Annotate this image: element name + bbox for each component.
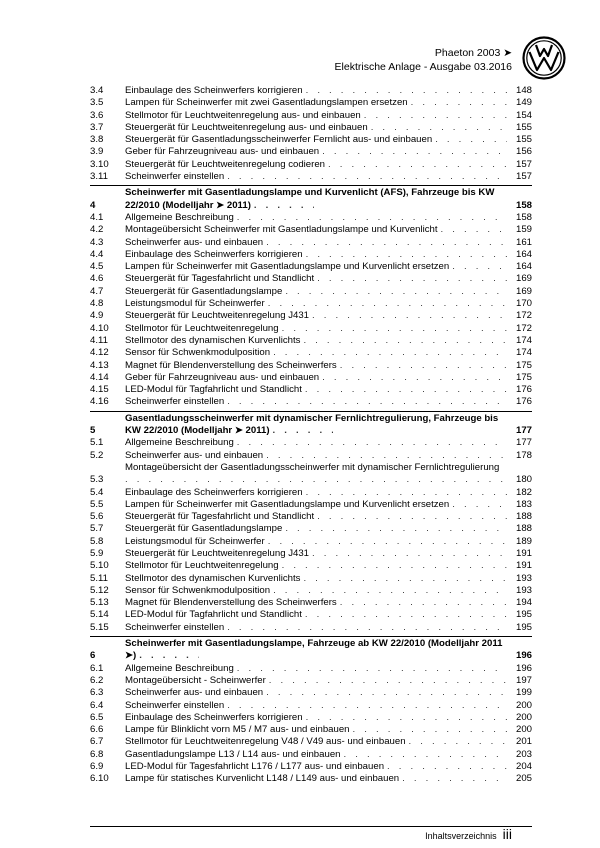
dot-leader xyxy=(254,200,314,212)
toc-entry-title: Steuergerät für Leuchtweitenregelung J431 xyxy=(125,547,310,559)
toc-entry-title: Einbaulage des Scheinwerfers korrigieren xyxy=(125,711,303,723)
toc-entry-title: Allgemeine Beschreibung xyxy=(125,211,234,223)
dot-leader xyxy=(312,310,507,322)
toc-entry[interactable] xyxy=(90,712,532,724)
toc-entry[interactable] xyxy=(90,110,532,122)
toc-entry[interactable] xyxy=(90,298,532,310)
toc-entry-number: 4.2 xyxy=(90,224,104,236)
toc-entry[interactable] xyxy=(90,360,532,372)
toc-entry[interactable] xyxy=(90,573,532,585)
toc-entry-page: 170 xyxy=(515,298,532,310)
toc-entry-title: Steuergerät für Leuchtweitenregelung aus- und einbauen xyxy=(125,121,368,133)
toc-entry-number: 5.9 xyxy=(90,547,104,559)
dot-leader xyxy=(303,573,507,585)
toc-entry-number: 6.5 xyxy=(90,711,104,723)
dot-leader xyxy=(402,773,507,785)
toc-entry-page: 188 xyxy=(515,523,532,535)
dot-leader xyxy=(409,736,507,748)
toc-entry-number: 4.5 xyxy=(90,261,104,273)
toc-entry-title: Lampen für Scheinwerfer mit Gasentladungslampe und Kurvenlicht ersetzen xyxy=(125,498,450,510)
toc-entry-number: 6.7 xyxy=(90,736,104,748)
toc-entry-page: 200 xyxy=(515,724,532,736)
toc-entry-page: 154 xyxy=(515,109,532,121)
dot-leader xyxy=(312,548,507,560)
toc-entry-title: Steuergerät für Gasentladungsscheinwerfer Fernlicht aus- und einbauen xyxy=(125,134,433,146)
toc-entry[interactable] xyxy=(90,286,532,298)
toc-entry-title: Stellmotor des dynamischen Kurvenlichts xyxy=(125,572,301,584)
toc-entry-number: 5.8 xyxy=(90,535,104,547)
toc-entry-page: 196 xyxy=(515,650,532,662)
toc-entry-page: 182 xyxy=(515,486,532,498)
toc-entry-page: 183 xyxy=(515,498,532,510)
toc-entry-number: 5.7 xyxy=(90,523,104,535)
toc-entry-page: 176 xyxy=(515,396,532,408)
toc-entry-title: Lampen für Scheinwerfer mit Gasentladungslampe und Kurvenlicht ersetzen xyxy=(125,261,450,273)
toc-entry-title: Stellmotor des dynamischen Kurvenlichts xyxy=(125,334,301,346)
toc-entry[interactable] xyxy=(90,560,532,572)
toc-entry[interactable] xyxy=(90,536,532,548)
toc-entry-page: 194 xyxy=(515,597,532,609)
toc-entry-page: 174 xyxy=(515,334,532,346)
toc-entry-number: 4.10 xyxy=(90,322,109,334)
toc-entry-page: 172 xyxy=(515,322,532,334)
toc-entry-page: 161 xyxy=(515,236,532,248)
toc-entry-number: 5.14 xyxy=(90,609,109,621)
dot-leader xyxy=(266,237,507,249)
toc-entry-title: Scheinwerfer mit Gasentladungslampe und Kurvenlicht (AFS), Fahrzeuge bis KW 22/2010 (Modelljahr ➤ 2011) xyxy=(125,187,495,211)
toc-entry-number: 4 xyxy=(90,199,96,211)
toc-entry-title: Einbaulage des Scheinwerfers korrigieren xyxy=(125,248,303,260)
toc-entry-number: 4.12 xyxy=(90,347,109,359)
toc-entry[interactable] xyxy=(90,523,532,535)
dot-leader xyxy=(273,347,507,359)
toc-entry-page: 191 xyxy=(515,560,532,572)
toc-entry-number: 4.4 xyxy=(90,248,104,260)
toc-entry[interactable] xyxy=(90,736,532,748)
toc-entry-page: 175 xyxy=(515,371,532,383)
toc-entry[interactable] xyxy=(90,347,532,359)
toc-entry-title: Scheinwerfer einstellen xyxy=(125,699,225,711)
toc-entry-title: Montageübersicht Scheinwerfer mit Gasentladungslampe und Kurvenlicht xyxy=(125,224,438,236)
toc-chapter-entry[interactable] xyxy=(90,411,532,438)
toc-entry-page: 200 xyxy=(515,711,532,723)
toc-entry-page: 180 xyxy=(515,474,532,486)
toc-entry[interactable] xyxy=(90,134,532,146)
toc-entry[interactable] xyxy=(90,171,532,183)
toc-entry-page: 148 xyxy=(515,85,532,96)
toc-entry-title: Scheinwerfer aus- und einbauen xyxy=(125,687,264,699)
toc-entry[interactable] xyxy=(90,622,532,634)
toc-entry[interactable] xyxy=(90,122,532,134)
toc-entry-page: 195 xyxy=(515,621,532,633)
toc-entry[interactable] xyxy=(90,700,532,712)
toc-entry-number: 5.13 xyxy=(90,597,109,609)
toc-entry-title: Lampe für Blinklicht vorn M5 / M7 aus- und einbauen xyxy=(125,724,350,736)
toc-entry[interactable] xyxy=(90,773,532,785)
toc-entry-number: 5.1 xyxy=(90,437,104,449)
dot-leader xyxy=(452,261,507,273)
toc-entry[interactable] xyxy=(90,97,532,109)
toc-entry[interactable] xyxy=(90,511,532,523)
toc-entry-title: LED-Modul für Tagesfahrlicht L176 / L177 aus- und einbauen xyxy=(125,761,385,773)
toc-entry[interactable] xyxy=(90,237,532,249)
toc-entry-title: Magnet für Blendenverstellung des Scheinwerfers xyxy=(125,359,337,371)
toc-entry-number: 6.9 xyxy=(90,761,104,773)
toc-entry-title: Scheinwerfer mit Gasentladungslampe, Fahrzeuge ab KW 22/2010 (Modelljahr 2011 ➤) xyxy=(125,638,503,662)
toc-entry[interactable] xyxy=(90,273,532,285)
toc-entry-number: 5.3 xyxy=(90,474,104,486)
toc-entry-title: Steuergerät für Gasentladungslampe xyxy=(125,285,283,297)
toc-entry-title: Gasentladungsscheinwerfer mit dynamischer Fernlichtregulierung, Fahrzeuge bis KW 22/2010 (Modelljahr ➤ 2011) xyxy=(125,412,499,437)
header-model: Phaeton 2003 ➤ xyxy=(434,47,512,59)
toc-entry[interactable] xyxy=(90,663,532,675)
toc-entry-number: 5.2 xyxy=(90,449,104,461)
table-of-contents xyxy=(90,85,532,786)
toc-entry-title: Geber für Fahrzeugniveau aus- und einbauen xyxy=(125,146,320,158)
toc-entry-number: 4.11 xyxy=(90,334,108,346)
toc-entry[interactable] xyxy=(90,249,532,261)
header-edition: Elektrische Anlage - Ausgabe 03.2016 xyxy=(334,61,512,73)
dot-leader xyxy=(303,335,507,347)
toc-entry-number: 4.14 xyxy=(90,371,109,383)
toc-entry-page: 177 xyxy=(515,425,532,437)
toc-entry-page: 191 xyxy=(515,547,532,559)
toc-entry-title: Steuergerät für Tagesfahrlicht und Standlicht xyxy=(125,511,315,523)
toc-entry-page: 158 xyxy=(515,199,532,211)
toc-entry-number: 4.3 xyxy=(90,236,104,248)
toc-entry[interactable] xyxy=(90,159,532,171)
toc-entry-number: 4.13 xyxy=(90,359,109,371)
dot-leader xyxy=(306,487,507,499)
toc-entry-number: 6.2 xyxy=(90,674,104,686)
toc-entry-title: Montageübersicht - Scheinwerfer xyxy=(125,674,266,686)
toc-entry-page: 172 xyxy=(515,310,532,322)
dot-leader xyxy=(306,712,507,724)
toc-entry-page: 169 xyxy=(515,285,532,297)
dot-leader xyxy=(282,323,507,335)
toc-entry[interactable] xyxy=(90,548,532,560)
toc-entry-title: Scheinwerfer einstellen xyxy=(125,171,225,183)
vw-logo-icon xyxy=(522,36,566,80)
dot-leader xyxy=(237,212,507,224)
toc-entry-page: 195 xyxy=(515,609,532,621)
toc-entry-number: 3.4 xyxy=(90,85,104,96)
toc-entry[interactable] xyxy=(90,396,532,408)
toc-entry-number: 5.10 xyxy=(90,560,109,572)
toc-entry-number: 4.7 xyxy=(90,285,104,297)
dot-leader xyxy=(282,560,507,572)
toc-entry-title: LED-Modul für Tagfahrlicht und Standlicht xyxy=(125,609,302,621)
dot-leader xyxy=(306,85,507,97)
dot-leader xyxy=(322,372,507,384)
toc-entry-number: 6.6 xyxy=(90,724,104,736)
toc-entry-page: 157 xyxy=(515,171,532,183)
dot-leader xyxy=(227,622,507,634)
dot-leader xyxy=(435,134,507,146)
dot-leader xyxy=(328,159,507,171)
toc-entry-number: 6.3 xyxy=(90,687,104,699)
dot-leader xyxy=(273,425,333,437)
toc-entry-page: 164 xyxy=(515,248,532,260)
dot-leader xyxy=(317,511,507,523)
toc-entry-title: Magnet für Blendenverstellung des Scheinwerfers xyxy=(125,597,337,609)
dot-leader xyxy=(268,298,507,310)
toc-entry-page: 164 xyxy=(515,261,532,273)
toc-entry-number: 5.4 xyxy=(90,486,104,498)
toc-entry-number: 3.10 xyxy=(90,158,109,170)
dot-leader xyxy=(305,609,507,621)
toc-entry-number: 5 xyxy=(90,425,96,437)
toc-entry-number: 4.6 xyxy=(90,273,104,285)
toc-entry-number: 4.9 xyxy=(90,310,104,322)
toc-entry-number: 5.5 xyxy=(90,498,104,510)
toc-entry-page: 156 xyxy=(515,146,532,158)
toc-entry-page: 149 xyxy=(515,97,532,109)
dot-leader xyxy=(306,249,507,261)
dot-leader xyxy=(273,585,507,597)
toc-entry-title: Allgemeine Beschreibung xyxy=(125,437,234,449)
dot-leader xyxy=(322,146,507,158)
dot-leader xyxy=(364,110,507,122)
toc-entry-number: 6.1 xyxy=(90,662,104,674)
dot-leader xyxy=(452,499,507,511)
toc-entry-number: 3.6 xyxy=(90,109,104,121)
page-number: iii xyxy=(502,826,512,842)
toc-entry-page: 205 xyxy=(515,773,532,785)
dot-leader xyxy=(266,450,507,462)
toc-entry-title: Leistungsmodul für Scheinwerfer xyxy=(125,298,265,310)
toc-entry-title: Gasentladungslampe L13 / L14 aus- und einbauen xyxy=(125,748,341,760)
toc-entry-number: 4.15 xyxy=(90,384,109,396)
toc-entry[interactable] xyxy=(90,310,532,322)
dot-leader xyxy=(125,474,505,486)
dot-leader xyxy=(227,171,507,183)
dot-leader xyxy=(371,122,507,134)
dot-leader xyxy=(237,437,507,449)
document-header xyxy=(335,46,512,74)
toc-entry-title: Leistungsmodul für Scheinwerfer xyxy=(125,535,265,547)
toc-entry[interactable] xyxy=(90,675,532,687)
dot-leader xyxy=(317,273,507,285)
toc-entry-number: 5.15 xyxy=(90,621,109,633)
toc-entry-title: Montageübersicht der Gasentladungsscheinwerfer mit dynamischer Fernlichtregulierung xyxy=(125,461,500,473)
toc-entry-number: 4.8 xyxy=(90,298,104,310)
toc-entry-page: 176 xyxy=(515,384,532,396)
toc-entry-page: 203 xyxy=(515,748,532,760)
toc-entry-title: Lampe für statisches Kurvenlicht L148 / L149 aus- und einbauen xyxy=(125,773,400,785)
footer-label: Inhaltsverzeichnis xyxy=(425,831,497,841)
toc-entry-number: 3.9 xyxy=(90,146,104,158)
toc-chapter-entry[interactable] xyxy=(90,636,532,663)
toc-entry-title: Geber für Fahrzeugniveau aus- und einbauen xyxy=(125,371,320,383)
toc-entry-title: Scheinwerfer einstellen xyxy=(125,396,225,408)
dot-leader xyxy=(266,687,507,699)
dot-leader xyxy=(227,700,507,712)
toc-entry-number: 3.7 xyxy=(90,121,104,133)
toc-entry-page: 201 xyxy=(515,736,532,748)
toc-entry-number: 5.11 xyxy=(90,572,108,584)
toc-entry-page: 155 xyxy=(515,134,532,146)
toc-entry-number: 3.8 xyxy=(90,134,104,146)
toc-entry[interactable] xyxy=(90,224,532,236)
toc-entry-page: 169 xyxy=(515,273,532,285)
dot-leader xyxy=(285,286,507,298)
toc-entry-title: Stellmotor für Leuchtweitenregelung xyxy=(125,560,279,572)
toc-entry-page: 200 xyxy=(515,699,532,711)
toc-entry-title: Steuergerät für Gasentladungslampe xyxy=(125,523,283,535)
dot-leader xyxy=(268,536,507,548)
toc-entry[interactable] xyxy=(90,609,532,621)
toc-entry-page: 157 xyxy=(515,158,532,170)
toc-entry-number: 6 xyxy=(90,650,96,662)
toc-entry[interactable] xyxy=(90,450,532,462)
toc-entry[interactable] xyxy=(90,437,532,449)
toc-entry-number: 6.4 xyxy=(90,699,104,711)
toc-entry-title: Einbaulage des Scheinwerfers korrigieren xyxy=(125,486,303,498)
dot-leader xyxy=(285,523,507,535)
toc-entry[interactable] xyxy=(90,212,532,224)
toc-entry-page: 199 xyxy=(515,687,532,699)
toc-entry-page: 197 xyxy=(515,674,532,686)
toc-entry-title: Sensor für Schwenkmodulposition xyxy=(125,584,271,596)
toc-entry[interactable] xyxy=(90,749,532,761)
toc-entry-title: Einbaulage des Scheinwerfers korrigieren xyxy=(125,85,303,96)
dot-leader xyxy=(139,650,199,662)
toc-entry[interactable] xyxy=(90,724,532,736)
toc-entry-number: 3.5 xyxy=(90,97,104,109)
toc-entry-title: Scheinwerfer einstellen xyxy=(125,621,225,633)
toc-entry-title: Steuergerät für Tagesfahrlicht und Standlicht xyxy=(125,273,315,285)
dot-leader xyxy=(340,597,507,609)
dot-leader xyxy=(353,724,507,736)
toc-entry-title: Scheinwerfer aus- und einbauen xyxy=(125,449,264,461)
toc-entry-page: 188 xyxy=(515,511,532,523)
toc-entry-title: Allgemeine Beschreibung xyxy=(125,662,234,674)
dot-leader xyxy=(305,384,507,396)
toc-entry-page: 178 xyxy=(515,449,532,461)
toc-entry-title: Steuergerät für Leuchtweitenregelung J431 xyxy=(125,310,310,322)
toc-entry-number: 4.16 xyxy=(90,396,109,408)
dot-leader xyxy=(237,663,507,675)
page-footer xyxy=(425,826,512,842)
toc-entry-number: 4.1 xyxy=(90,211,104,223)
toc-entry-title: Steuergerät für Leuchtweitenregelung codieren xyxy=(125,158,326,170)
toc-entry[interactable] xyxy=(90,85,532,97)
toc-entry-title: Stellmotor für Leuchtweitenregelung xyxy=(125,322,279,334)
toc-chapter-entry[interactable] xyxy=(90,185,532,212)
toc-entry-number: 6.10 xyxy=(90,773,109,785)
toc-entry-title: Lampen für Scheinwerfer mit zwei Gasentladungslampen ersetzen xyxy=(125,97,408,109)
toc-entry[interactable] xyxy=(90,761,532,773)
toc-entry[interactable] xyxy=(90,261,532,273)
dot-leader xyxy=(411,97,507,109)
toc-entry-page: 177 xyxy=(515,437,532,449)
toc-entry-title: Stellmotor für Leuchtweitenregelung aus- und einbauen xyxy=(125,109,361,121)
toc-entry[interactable] xyxy=(90,384,532,396)
toc-entry-number: 6.8 xyxy=(90,748,104,760)
toc-entry[interactable] xyxy=(90,462,532,487)
dot-leader xyxy=(441,224,508,236)
dot-leader xyxy=(340,360,507,372)
dot-leader xyxy=(344,749,508,761)
toc-entry[interactable] xyxy=(90,146,532,158)
toc-entry-page: 158 xyxy=(515,211,532,223)
toc-entry-page: 174 xyxy=(515,347,532,359)
toc-entry-page: 193 xyxy=(515,584,532,596)
toc-entry-number: 5.12 xyxy=(90,584,109,596)
toc-entry-title: LED-Modul für Tagfahrlicht und Standlicht xyxy=(125,384,302,396)
toc-entry[interactable] xyxy=(90,335,532,347)
toc-entry[interactable] xyxy=(90,687,532,699)
dot-leader xyxy=(269,675,507,687)
toc-entry-title: Scheinwerfer aus- und einbauen xyxy=(125,236,264,248)
toc-entry-page: 155 xyxy=(515,121,532,133)
toc-entry-page: 189 xyxy=(515,535,532,547)
toc-entry-number: 3.11 xyxy=(90,171,108,183)
toc-entry[interactable] xyxy=(90,323,532,335)
dot-leader xyxy=(387,761,507,773)
toc-entry-page: 196 xyxy=(515,662,532,674)
toc-entry-title: Stellmotor für Leuchtweitenregelung V48 / V49 aus- und einbauen xyxy=(125,736,406,748)
toc-entry-page: 193 xyxy=(515,572,532,584)
toc-entry[interactable] xyxy=(90,585,532,597)
toc-entry[interactable] xyxy=(90,597,532,609)
toc-entry-page: 204 xyxy=(515,761,532,773)
toc-entry-page: 159 xyxy=(515,224,532,236)
toc-entry[interactable] xyxy=(90,372,532,384)
toc-entry[interactable] xyxy=(90,499,532,511)
toc-entry-number: 5.6 xyxy=(90,511,104,523)
toc-entry-title: Sensor für Schwenkmodulposition xyxy=(125,347,271,359)
toc-entry[interactable] xyxy=(90,487,532,499)
dot-leader xyxy=(227,396,507,408)
toc-entry-page: 175 xyxy=(515,359,532,371)
